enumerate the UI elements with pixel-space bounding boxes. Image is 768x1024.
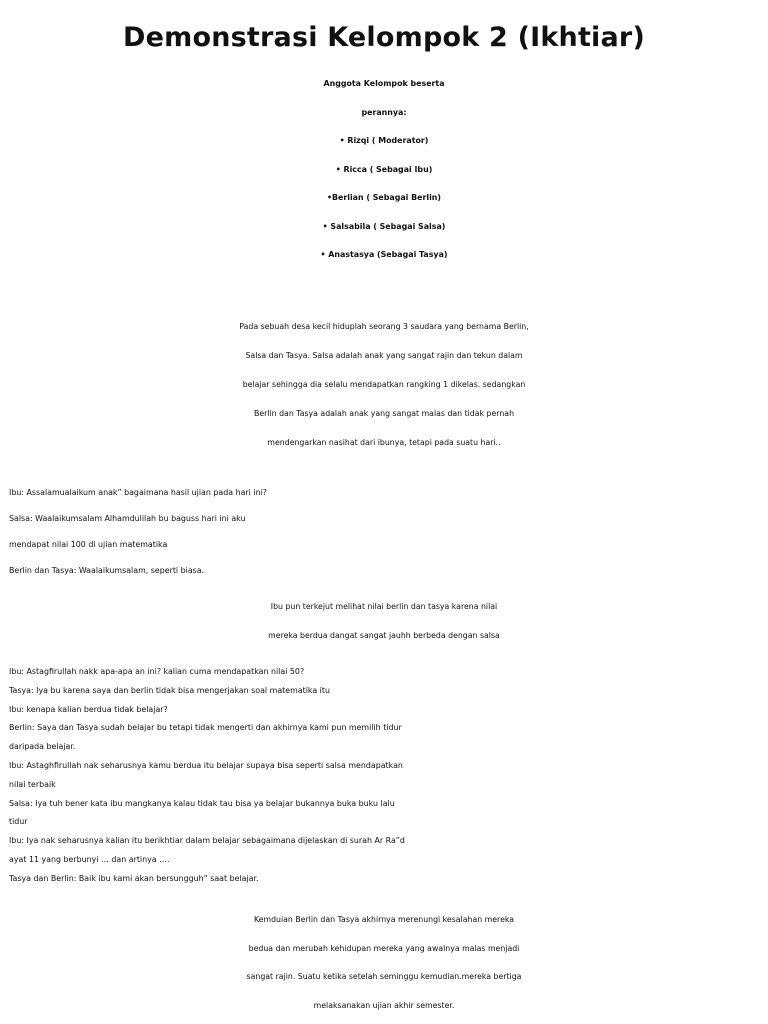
paragraph-line: belajar sehingga dia selalu mendapatkan rangking 1 dikelas. sedangkan [242,380,526,389]
dialog-line: Tasya: Iya bu karena saya dan berlin tidak bisa mengerjakan soal matematika itu [9,685,330,695]
dialog-line: nilai terbaik [9,779,56,789]
member-item: •Berlian ( Sebagai Berlin) [326,193,442,202]
dialog-line: Ibu: kenapa kalian berdua tidak belajar? [9,704,168,714]
paragraph-line: Ibu pun terkejut melihat nilai berlin dan tasya karena nilai [270,602,498,611]
dialog-line: tidur [9,817,28,827]
members-section [0,70,768,270]
member-item: • Rizqi ( Moderator) [339,136,429,145]
dialog-line: Ibu: Astagfirullah nakk apa-apa an ini? kalian cuma mendapatkan nilai 50? [9,667,305,676]
intro-paragraph [0,312,768,457]
paragraph-line: mereka berdua dangat sangat jauhh berbeda dengan salsa [268,631,500,640]
paragraph-line: Salsa dan Tasya. Salsa adalah anak yang sangat rajin dan tekun dalam [245,351,523,360]
paragraph-line: melaksanakan ujian akhir semester. [313,1000,455,1010]
members-heading-line: Anggota Kelompok beserta [323,79,445,88]
paragraph-line: mendengarkan nasihat dari ibunya, tetapi pada suatu hari.. [267,438,501,447]
paragraph-line: Kemduian Berlin dan Tasya akhirnya merenungi kesalahan mereka [253,915,515,924]
dialog-line: Ibu: Astaghfirullah nak seharusnya kamu berdua itu belajar supaya bisa seperti salsa mendapatkan [9,760,403,770]
dialog-section-1 [9,480,759,584]
dialog-line: Salsa: Iya tuh bener kata ibu mangkanya kalau tidak tau bisa ya belajar bukannya buka buku lalu [9,798,395,808]
dialog-line: Tasya dan Berlin: Baik ibu kami akan bersungguh” saat belajar. [9,873,259,883]
paragraph-line: Pada sebuah desa kecil hiduplah seorang 3 saudara yang bernama Berlin, [239,322,529,331]
dialog-line: Berlin: Saya dan Tasya sudah belajar bu tetapi tidak mengerti dan akhirnya kami pun memilih tidur [9,723,402,733]
dialog-line: daripada belajar. [9,742,76,752]
dialog-line: ayat 11 yang berbunyi … dan artinya …. [9,854,170,864]
member-item: • Ricca ( Sebagai Ibu) [335,164,433,174]
dialog-section-2 [9,663,759,889]
paragraph-line: bedua dan merubah kehidupan mereka yang awalnya malas menjadi [248,943,520,953]
member-item: • Anastasya (Sebagai Tasya) [320,250,448,259]
dialog-line: Berlin dan Tasya: Waalaikumsalam, seperti biasa. [9,566,205,575]
dialog-line: Salsa: Waalaikumsalam Alhamdulilah bu baguss hari ini aku [9,514,246,523]
member-item: • Salsabila ( Sebagai Salsa) [322,221,446,231]
paragraph-line: Berlin dan Tasya adalah anak yang sangat malas dan tidak pernah [253,409,515,418]
page-title: Demonstrasi Kelompok 2 (Ikhtiar) [123,22,645,53]
narration-paragraph-3 [0,906,768,1020]
dialog-line: mendapat nilai 100 di ujian matematika [9,540,168,549]
narration-paragraph-2 [0,592,768,650]
dialog-line: Ibu: Iya nak seharusnya kalian itu berikhtiar dalam belajar sebagaimana dijelaskan di surah Ar Ra”d [9,836,405,846]
paragraph-line: sangat rajin. Suatu ketika setelah seminggu kemudian.mereka bertiga [246,972,522,981]
members-heading-line: perannya: [361,107,407,117]
dialog-line: Ibu: Assalamualaikum anak” bagaimana hasil ujian pada hari ini? [9,488,267,497]
